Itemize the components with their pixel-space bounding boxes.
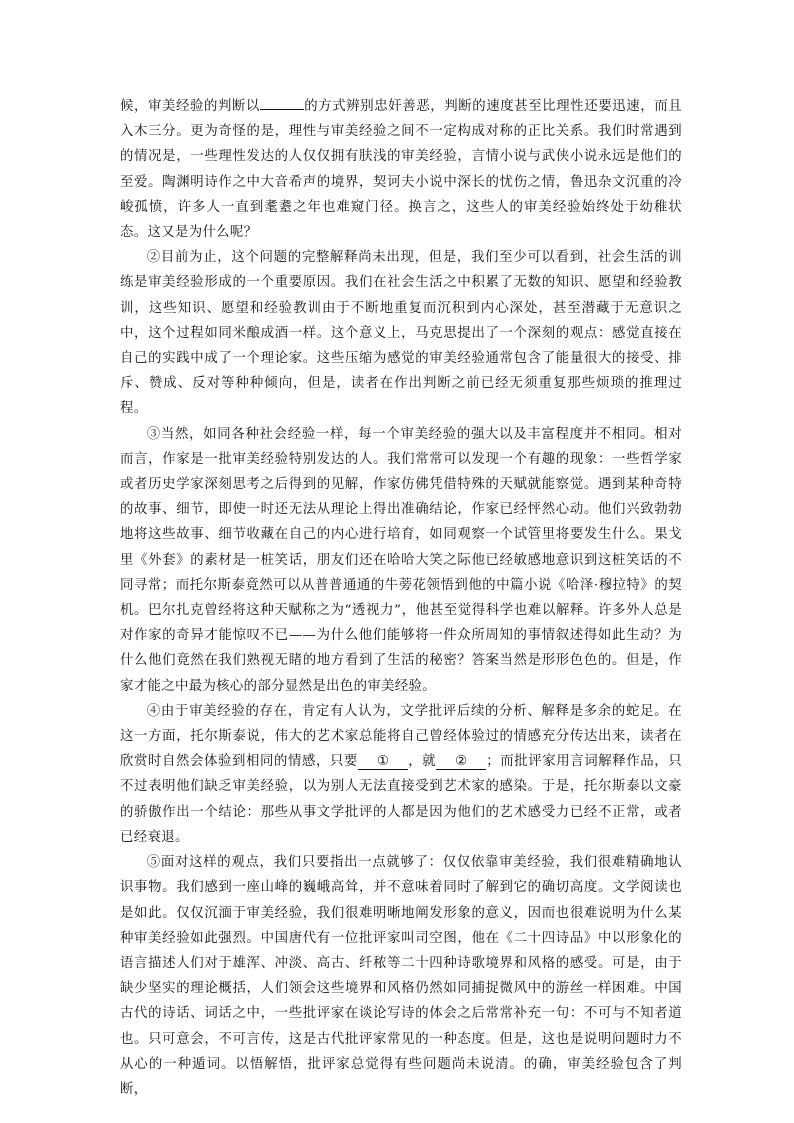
- paragraph-text-end: 的方式辨别忠奸善恶，判断的速度甚至比理性还要迅速，而且入木三分。更为奇怪的是，理性与审美经验之间不一定构成对称的正比关系。我们时常遇到的情况是，一些理性发达的人仅仅拥有肤浅的审美经验，言情小说与武侠小说永远是他们的至爱。陶渊明诗作之中大音希声的境界，契诃夫小说中深长的忧伤之情，鲁迅杂文沉重的冷峻孤愤，许多人一直到耄耋之年也难窥门径。换言之，这些人的审美经验始终处于幼稚状态。这又是为什么呢？: [120, 99, 682, 241]
- fill-blank: [260, 109, 304, 110]
- paragraph-4-text-middle: ，就: [408, 754, 437, 770]
- document-page: [120, 94, 682, 1102]
- paragraph-4: [120, 699, 682, 850]
- paragraph-5: ⑤面对这样的观点，我们只要指出一点就够了：仅仅依靠审美经验，我们很难精确地认识事物。我们感到一座山峰的巍峨高耸，并不意味着同时了解到它的确切高度。文学阅读也是如此。仅仅沉湎于审美经验，我们很难明晰地阐发形象的意义，因而也很难说明为什么某种审美经验如此强烈。中国唐代有一位批评家叫司空图，他在《二十四诗品》中以形象化的语言描述人们对于雄浑、冲淡、高古、纤秾等二十四种诗歌境界和风格的感受。可是，由于缺少坚实的理论概括，人们领会这些境界和风格仍然如同捕捉微风中的游丝一样困难。中国古代的诗话、词话之中，一些批评家在谈论写诗的体会之后常常补充一句：不可与不知者道也。只可意会，不可言传，这是古代批评家常见的一种态度。但是，这也是说明问题时力不从心的一种遁词。以悟解悟，批评家总觉得有些问题尚未说清。的确，审美经验包含了判断，: [120, 855, 682, 1097]
- paragraph-text-start: 候，审美经验的判断以: [120, 99, 260, 114]
- paragraph-2: ②目前为止，这个问题的完整解释尚未出现，但是，我们至少可以看到，社会生活的训练是审美经验形成的一个重要原因。我们在社会生活之中积累了无数的知识、愿望和经验教训，这些知识、愿望和经验教训由于不断地重复而沉积到内心深处，甚至潜藏于无意识之中，这个过程如同米酿成酒一样。这个意义上，马克思提出了一个深刻的观点：感觉直接在自己的实践中成了一个理论家。这些压缩为感觉的审美经验通常包含了能量很大的接受、排斥、赞成、反对等种种倾向，但是，读者在作出判断之前已经无须重复那些烦琐的推理过程。: [120, 250, 682, 417]
- paragraph-4-text-start: ④由于审美经验的存在，肯定有人认为，文学批评后续的分析、解释是多余的蛇足。在这一方面，托尔斯泰说，伟大的艺术家总能将自己曾经体验过的情感充分传达出来，读者在欣赏时自然会体验到相同的情感，只要: [120, 703, 682, 770]
- fill-blank-1: ①: [358, 754, 408, 770]
- paragraph-continuation: [120, 94, 682, 245]
- paragraph-4-text-end: ；而批评家用言词解释作品，只不过表明他们缺乏审美经验，以为别人无法直接受到艺术家的感染。于是，托尔斯泰以文豪的骄傲作出一个结论：那些从事文学批评的人都是因为他们的艺术感受力已经不正常，或者已经衰退。: [120, 754, 683, 845]
- paragraph-3: ③当然，如同各种社会经验一样，每一个审美经验的强大以及丰富程度并不相同。相对而言，作家是一批审美经验特别发达的人。我们常常可以发现一个有趣的现象：一些哲学家或者历史学家深刻思考之后得到的见解，作家仿佛凭借特殊的天赋就能察觉。遇到某种奇特的故事、细节，即使一时还无法从理论上得出准确结论，作家已经怦然心动。他们兴致勃勃地将这些故事、细节收藏在自己的内心进行培育，如同观察一个试管里将要发生什么。果戈里《外套》的素材是一桩笑话，朋友们还在哈哈大笑之际他已经敏感地意识到这桩笑话的不同寻常；而托尔斯泰竟然可以从普普通通的牛蒡花领悟到他的中篇小说《哈泽·穆拉特》的契机。巴尔扎克曾经将这种天赋称之为“透视力”，他甚至觉得科学也难以解释。许多外人总是对作家的奇异才能惊叹不已——为什么他们能够将一件众所周知的事情叙述得如此生动？为什么他们竟然在我们熟视无睹的地方看到了生活的秘密？答案当然是形形色色的。但是，作家才能之中最为核心的部分显然是出色的审美经验。: [120, 426, 682, 694]
- fill-blank-2: ②: [436, 754, 486, 770]
